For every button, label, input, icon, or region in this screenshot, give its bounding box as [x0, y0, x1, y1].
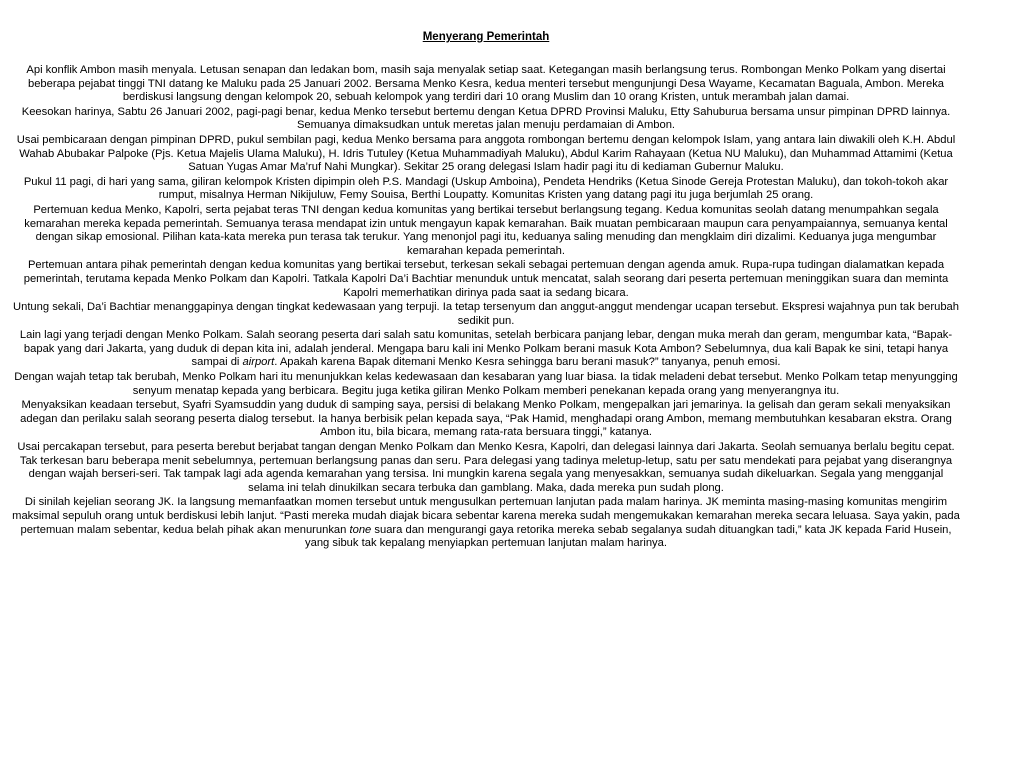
paragraph [10, 496, 962, 550]
text-run: Pertemuan antara pihak pemerintah dengan kedua komunitas yang bertikai tersebut, terkesan sekali sebagai pertemuan dengan agenda amuk. Rupa-rupa tudingan dialamatkan kepada pemerintah, terutama kepada Menko Polkam dan Kapolri. Tatkala Kapolri Da’i Bachtiar menunduk untuk mencatat, salah seorang dari peserta pertemuan meninggikan suara dan meminta Kapolri memerhatikan dirinya pada saat ia sedang bicara. [23, 259, 949, 299]
text-run: Keesokan harinya, Sabtu 26 Januari 2002, pagi-pagi benar, kedua Menko tersebut bertemu dengan Ketua DPRD Provinsi Maluku, Etty Sahuburua bersama unsur pimpinan DPRD lainnya. Semuanya dimaksudkan untuk meretas jalan menuju perdamaian di Ambon. [21, 105, 951, 132]
italic-text: airport [242, 356, 275, 369]
text-run: Usai pembicaraan dengan pimpinan DPRD, pukul sembilan pagi, kedua Menko bersama para anggota rombongan bertemu dengan kelompok Islam, yang antara lain diwakili oleh K.H. Abdul Wahab Abubakar Palpoke (Pjs. Ketua Majelis Ulama Maluku), H. Idris Tutuley (Ketua Muhammadiyah Maluku), Abdul Karim Rahayaan (Ketua NU Maluku), dan Muhammad Attamimi (Ketua Satuan Yugas Amar Ma’ruf Nahi Mungkar). Sekitar 25 orang delegasi Islam hadir pagi itu di kediaman Gubernur Maluku. [16, 133, 956, 174]
text-run: Menyaksikan keadaan tersebut, Syafri Syamsuddin yang duduk di samping saya, persisi di belakang Menko Polkam, mengepalkan jari jemarinya. Ia gelisah dan geram sekali menyaksikan adegan dan perilaku salah seorang peserta dialog tersebut. Ia hanya berbisik pelan kepada saya, “Pak Hamid, menghadapi orang Ambon, memang membutuhkan kesabaran ekstra. Orang Ambon itu, bila bicara, memang rata-rata bersuara tinggi,” katanya. [20, 399, 952, 439]
text-run: Api konflik Ambon masih menyala. Letusan senapan dan ledakan bom, masih saja menyalak setiap saat. Ketegangan masih berlangsung terus. Rombongan Menko Polkam yang disertai beberapa pejabat tinggi TNI datang ke Maluku pada 25 Januari 2002. Bersama Menko Kesra, kedua menteri tersebut mengunjungi Desa Wayame, Kecamatan Baguala, Ambon. Mereka berdiskusi langsung dengan kelompok 20, sebuah kelompok yang terdiri dari 10 orang Muslim dan 10 orang Kristen, untuk merambah jalan damai. [26, 64, 946, 104]
text-run: Pertemuan kedua Menko, Kapolri, serta pejabat teras TNI dengan kedua komunitas yang bertikai tersebut berlangsung tegang. Kedua komunitas seolah datang menumpahkan segala kemarahan mereka kepada pemerintah. Semuanya terasa mendapat izin untuk mengayun kapak kemarahan. Baik muatan pembicaraan maupun cara penyampaiannya, semuanya kental dengan sikap emosional. Pilihan kata-kata mereka pun terasa tak terukur. Yang menonjol pagi itu, keduanya saling menuding dan mengklaim diri dizalimi. Keduanya juga mengumbar kemarahan kepada pemerintah. [24, 203, 948, 257]
text-run: Lain lagi yang terjadi dengan Menko Polkam. Salah seorang peserta dari salah satu komunitas, setelah berbicara panjang lebar, dengan muka merah dan geram, mengumbar kata, “Bapak-bapak yang dari Jakarta, yang duduk di depan kita ini, adalah jenderal. Mengapa baru kali ini Menko Polkam berani masuk Kota Ambon? Sebelumnya, dua kali Bapak ke sini, tetapi hanya sampai di [19, 329, 953, 369]
paragraph [10, 399, 962, 440]
italic-text: tone [349, 523, 372, 536]
paragraph [10, 176, 962, 203]
paragraph [10, 441, 962, 495]
paragraph [10, 106, 962, 133]
text-run: Usai percakapan tersebut, para peserta berebut berjabat tangan dengan Menko Polkam dan Menko Kesra, Kapolri, dan delegasi lainnya dari Jakarta. Seolah semuanya berlalu begitu cepat. Tak terkesan baru beberapa menit sebelumnya, pertemuan berlangsung panas dan seru. Para delegasi yang tadinya meletup-letup, satu per satu mendekati para pejabat yang diserangnya dengan wajah berseri-seri. Tak tampak lagi ada agenda kemarahan yang tersisa. Ini mungkin karena segala yang menyesakkan, semuanya sudah dikeluarkan. Segala yang mengganjal selama ini telah dinukilkan secara terbuka dan gamblang. Maka, dada mereka pun sudah plong. [17, 441, 955, 494]
text-run: suara dan mengurangi gaya retorika mereka sebab segalanya sudah dituangkan tadi,” kata JK kepada Farid Husein, yang sibuk tak kepalang menyiapkan pertemuan lanjutan malam harinya. [305, 523, 952, 550]
paragraph [10, 134, 962, 175]
paragraph [10, 329, 962, 370]
text-run: Untung sekali, Da’i Bachtiar menanggapinya dengan tingkat kedewasaan yang terpuji. Ia tetap tersenyum dan anggut-anggut mendengar ucapan tersebut. Ekspresi wajahnya pun tak berubah sedikit pun. [13, 301, 959, 327]
document-title: Menyerang Pemerintah [422, 31, 550, 43]
text-run: Pukul 11 pagi, di hari yang sama, giliran kelompok Kristen dipimpin oleh P.S. Mandagi (Uskup Amboina), Pendeta Hendriks (Ketua Sinode Gereja Protestan Maluku), dan tokoh-tokoh akar rumput, misalnya Herman Nikijuluw, Femy Souisa, Berthi Loupatty. Komunitas Kristen yang datang pagi itu juga berjumlah 25 orang. [23, 175, 949, 202]
paragraph [10, 259, 962, 300]
paragraph [10, 204, 962, 258]
text-run: . Apakah karena Bapak ditemani Menko Kesra sehingga baru berani masuk?” tanyanya, penuh emosi. [274, 356, 781, 369]
paragraph [10, 301, 962, 328]
document-body [10, 64, 962, 552]
paragraph [10, 64, 962, 105]
paragraph [10, 371, 962, 398]
text-run: Dengan wajah tetap tak berubah, Menko Polkam hari itu menunjukkan kelas kedewasaan dan kesabaran yang luar biasa. Ia tidak meladeni debat tersebut. Menko Polkam tetap menyungging senyum menatap kepada yang berbicara. Begitu juga ketika giliran Menko Polkam memberi penekanan kepada orang yang menyerangnya itu. [14, 371, 958, 397]
text-run: Di sinilah kejelian seorang JK. Ia langsung memanfaatkan momen tersebut untuk mengusulkan pertemuan lanjutan pada malam harinya. JK meminta masing-masing komunitas mengirim maksimal sepuluh orang untuk berdiskusi lebih lanjut. “Pasti mereka mudah diajak bicara sebentar karena mereka sudah mengemukakan kemarahan mereka secara leluasa. Saya yakin, pada pertemuan malam sebentar, kedua belah pihak akan menurunkan [12, 496, 960, 536]
